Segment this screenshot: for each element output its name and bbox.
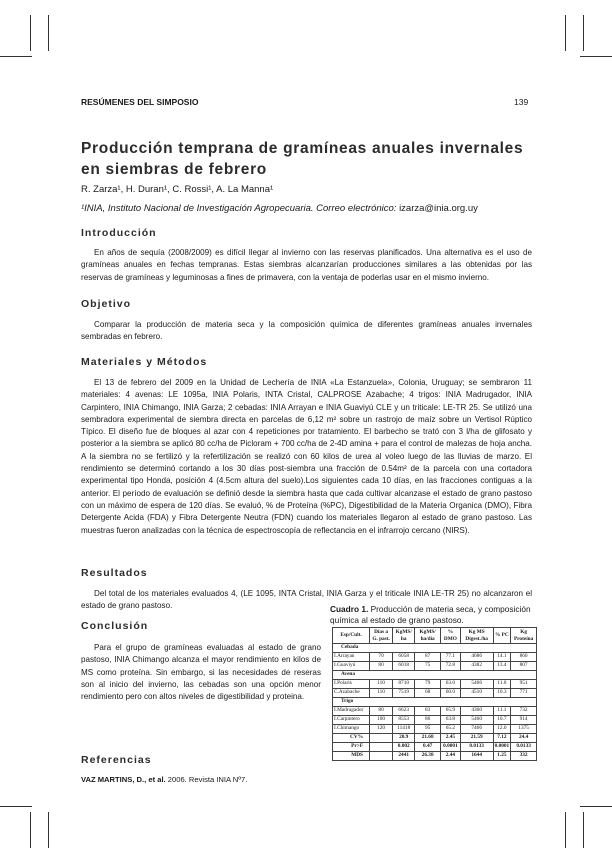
column-header: Días a G. past. xyxy=(370,628,393,644)
table-cell: 95 xyxy=(415,725,441,734)
table-row xyxy=(333,689,537,698)
table-cell: 0.47 xyxy=(415,743,441,752)
row-label: I.Polaris xyxy=(333,680,370,689)
table-cell: 80 xyxy=(370,662,393,671)
table-row xyxy=(333,680,537,689)
section-title-introduccion: Introducción xyxy=(81,227,157,239)
section-text-resultados: Del total de los materiales evaluados 4, (LE 1095, INTA Cristal, INIA Garza y el triticale INIA LE-TR 25) no alcanzaron el estado de grano pastoso. xyxy=(81,589,532,611)
running-header: RESÚMENES DEL SIMPOSIO xyxy=(81,97,199,107)
table-cell: 13.4 xyxy=(493,662,511,671)
results-table xyxy=(332,627,537,761)
table-cell: 10.7 xyxy=(493,716,511,725)
table-cell: 2.44 xyxy=(441,752,461,761)
table-cell: 5466 xyxy=(460,680,493,689)
table-group-row xyxy=(333,698,537,707)
table-cell xyxy=(370,743,393,752)
table-cell: 951 xyxy=(511,680,537,689)
table-cell: 6623 xyxy=(393,707,415,716)
table-cell: 332 xyxy=(511,752,537,761)
column-header: Esp/Cult. xyxy=(333,628,370,644)
table-cell: 72.8 xyxy=(441,662,461,671)
table-cell: 0.002 xyxy=(393,743,415,752)
row-label: CV% xyxy=(333,734,370,743)
crop-mark xyxy=(0,806,32,807)
crop-mark xyxy=(583,15,584,51)
table-cell: 6058 xyxy=(393,653,415,662)
table-row xyxy=(333,707,537,716)
column-header: % DMO xyxy=(441,628,461,644)
table-cell: 7466 xyxy=(460,725,493,734)
table-cell: 100 xyxy=(370,716,393,725)
section-text-conclusion: Para el grupo de gramíneas evaluadas al estado de grano pastoso, INIA Chimango alcanza el mayor rendimiento en kilos de MS como proteína. Sin embargo, si las necesidades de reseras son al inicio del invierno, las cebadas son una opción menor rendimiento pero con altos niveles de digestibilidad y proteina. xyxy=(81,643,321,702)
table-cell: 807 xyxy=(511,662,537,671)
table-caption-label: Cuadro 1. xyxy=(330,604,369,614)
table-cell: 6018 xyxy=(393,662,415,671)
table-cell: 0.0001 xyxy=(441,743,461,752)
crop-mark xyxy=(30,15,31,51)
reference-author: VAZ MARTINS, D., et al. xyxy=(81,775,166,784)
table-cell: 4686 xyxy=(460,653,493,662)
table-cell: 11.1 xyxy=(493,707,511,716)
page-number: 139 xyxy=(514,97,529,107)
row-label: I.Chimango xyxy=(333,725,370,734)
table-cell: 8710 xyxy=(393,680,415,689)
column-header: Kg MS Digest./ha xyxy=(460,628,493,644)
row-label: I.Carpintero xyxy=(333,716,370,725)
section-title-materiales: Materiales y Métodos xyxy=(81,356,208,368)
table-cell: 79 xyxy=(415,680,441,689)
table-cell: 21.68 xyxy=(415,734,441,743)
group-label: Trigo xyxy=(333,698,537,707)
table-row xyxy=(333,653,537,662)
table-row xyxy=(333,662,537,671)
table-caption xyxy=(330,604,538,626)
row-label: Pr>F xyxy=(333,743,370,752)
authors: R. Zarza¹, H. Duran¹, C. Rossi¹, A. La Manna¹ xyxy=(81,184,274,195)
table-cell: 2.45 xyxy=(441,734,461,743)
table-cell: 0.0001 xyxy=(493,743,511,752)
table-cell: 20.9 xyxy=(393,734,415,743)
email-link[interactable]: izarza@inia.org.uy xyxy=(399,203,478,214)
section-title-conclusion: Conclusión xyxy=(81,620,149,632)
table-cell xyxy=(370,734,393,743)
crop-mark xyxy=(565,15,566,51)
table-cell: 65.2 xyxy=(441,725,461,734)
table-caption-text: Producción de materia seca, y composición química al estado de grano pastoso. xyxy=(330,604,531,625)
affiliation-text: ¹INIA, Instituto Nacional de Investigación Agropecuaria. Correo electrónico: xyxy=(81,203,400,214)
row-label: I.Guaviyú xyxy=(333,662,370,671)
group-label: Avena xyxy=(333,671,537,680)
section-text-materiales: El 13 de febrero del 2009 en la Unidad de Lechería de INIA «La Estanzuela», Colonia, Uruguay; se sembraron 11 materiales: 4 avenas: LE 1095a, INIA Polaris, INTA Cristal, CALPROSE Azabache; 4 trigos: INIA Madrugador, INIA Carpintero, INIA Chimango, INIA Garza; 2 cebadas: INIA Arrayan e INIA Guaviyú CLE y un triticale: LE-TR 25. Se utilizó una sembradora experimental de siembra directa en parcelas de 6,12 m² sobre un rastrojo de maíz sobre un Vertisol Rúptico Típico. El diseño fue de bloques al azar con 4 repeticiones por tratamiento. El barbecho se trató con 3 l/ha de glifosato y posterior a la siembra se aplicó 80 cc/ha de Picloram + 700 cc/ha de 2-4D amina + para el control de malezas de hoja ancha. A la siembra no se fertilizó y la refertilización se realizó con 60 kilos de urea al voleo luego de las lluvias de marzo. El rendimiento se determinó cortando a los 30 días post-siembra una fracción de 0.54m² de la parcela con una cortadora experimental tipo Honda, posición 4 (4.5cm altura del suelo).Los siguientes cada 10 días, en las fracciones contiguas a la anterior. El período de evaluación se definió desde la siembra hasta que cada cultivar alcanzase el estado de grano pastoso con un máximo de espera de 120 días. Se evaluó, % de Proteína (%PC), Digestibilidad de la Materia Organica (DMO), Fibra Detergente Acida (FDA) y Fibra Detergente Neutra (FDN) cuando los materiales llegaron al estado de grano pastoso. Las muestras fueron analizadas con la técnica de espectroscopía de reflectancia en el infrarrojo cercano (NIRS). xyxy=(81,378,532,535)
table-cell: 14.1 xyxy=(493,653,511,662)
table-cell: 63.8 xyxy=(441,716,461,725)
table-cell: 75 xyxy=(415,662,441,671)
table-cell: 83 xyxy=(415,707,441,716)
group-label: Cebada xyxy=(333,644,537,653)
table-cell: 24.4 xyxy=(511,734,537,743)
table-cell: 1.25 xyxy=(493,752,511,761)
crop-mark xyxy=(48,15,49,51)
table-cell: 7519 xyxy=(393,689,415,698)
table-cell: 1375 xyxy=(511,725,537,734)
table-cell: 12.0 xyxy=(493,725,511,734)
column-header: KgMS/ ha xyxy=(393,628,415,644)
table-cell: 4510 xyxy=(460,689,493,698)
table-stat-row xyxy=(333,734,537,743)
row-label: C.Azabache xyxy=(333,689,370,698)
table-stat-row xyxy=(333,752,537,761)
table-cell xyxy=(370,752,393,761)
crop-mark xyxy=(30,812,31,848)
section-text-objetivo: Comparar la producción de materia seca y la composición química de diferentes gramíneas anuales invernales sembradas en febrero. xyxy=(81,320,532,342)
table-cell: 4382 xyxy=(460,662,493,671)
table-cell: 77.1 xyxy=(441,653,461,662)
table-cell: 70 xyxy=(370,653,393,662)
section-title-resultados: Resultados xyxy=(81,567,148,579)
affiliation xyxy=(81,203,478,214)
column-header: Kg Proteína xyxy=(511,628,537,644)
table-cell: 110 xyxy=(370,680,393,689)
column-header: KgMS/ ha/día xyxy=(415,628,441,644)
table-cell: 5460 xyxy=(460,716,493,725)
table-cell: 26.38 xyxy=(415,752,441,761)
table-cell: 7.12 xyxy=(493,734,511,743)
table-cell: 65.9 xyxy=(441,707,461,716)
crop-mark xyxy=(580,56,612,57)
table-cell: 60.0 xyxy=(441,689,461,698)
table-cell: 68 xyxy=(415,689,441,698)
table-header-row xyxy=(333,628,537,644)
column-header: % PC xyxy=(493,628,511,644)
table-row xyxy=(333,725,537,734)
table-cell: 2441 xyxy=(393,752,415,761)
crop-mark xyxy=(0,56,32,57)
crop-mark xyxy=(583,812,584,848)
table-stat-row xyxy=(333,743,537,752)
table-cell: 87 xyxy=(415,653,441,662)
table-cell: 63.0 xyxy=(441,680,461,689)
table-cell: 21.59 xyxy=(460,734,493,743)
crop-mark xyxy=(565,812,566,848)
table-cell: 86 xyxy=(415,716,441,725)
table-cell: 11.0 xyxy=(493,680,511,689)
table-cell: 120 xyxy=(370,725,393,734)
table-cell: 771 xyxy=(511,689,537,698)
table-cell: 1644 xyxy=(460,752,493,761)
table-cell: 10.3 xyxy=(493,689,511,698)
table-cell: 11418 xyxy=(393,725,415,734)
table-cell: 8553 xyxy=(393,716,415,725)
table-group-row xyxy=(333,671,537,680)
table-cell: 732 xyxy=(511,707,537,716)
table-group-row xyxy=(333,644,537,653)
article-title: Producción temprana de gramíneas anuales invernales en siembras de febrero xyxy=(81,140,524,178)
crop-mark xyxy=(580,806,612,807)
table-cell: 914 xyxy=(511,716,537,725)
table-row xyxy=(333,716,537,725)
table-cell: 110 xyxy=(370,689,393,698)
table-cell: 0.0133 xyxy=(460,743,493,752)
reference-item xyxy=(81,775,247,784)
reference-detail: 2006. Revista INIA Nº7. xyxy=(165,775,248,784)
row-label: I.Arrayan xyxy=(333,653,370,662)
section-title-referencias: Referencias xyxy=(81,754,152,766)
section-text-introduccion: En años de sequía (2008/2009) es difícil llegar al invierno con las reservas planificados. Una alternativa es el uso de gramíneas anuales en fechas tempranas. Estas siembras alcanzarían producciones similares a las obtenidas por las reservas de gramíneas y leguminosas a fines de primavera, con la ventaja de poderlas usar en el mismo invierno. xyxy=(81,248,532,282)
section-title-objetivo: Objetivo xyxy=(81,298,132,310)
row-label: MDS xyxy=(333,752,370,761)
table-cell: 0.0133 xyxy=(511,743,537,752)
table-cell: 860 xyxy=(511,653,537,662)
row-label: I.Madrugador xyxy=(333,707,370,716)
table-cell: 4360 xyxy=(460,707,493,716)
crop-mark xyxy=(48,812,49,848)
table-cell: 80 xyxy=(370,707,393,716)
